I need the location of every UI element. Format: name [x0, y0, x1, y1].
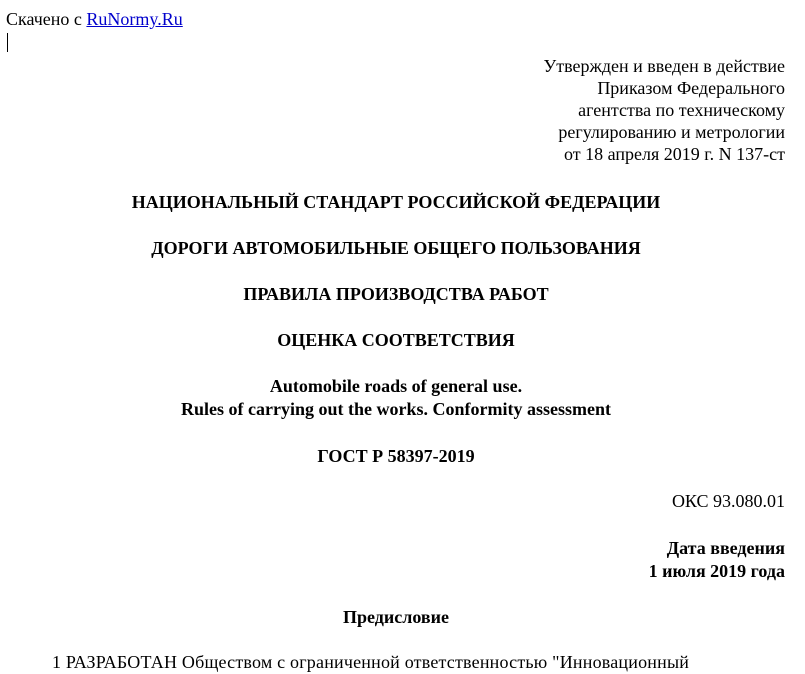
effective-date-label: Дата введения: [666, 538, 785, 558]
standard-code: ГОСТ Р 58397-2019: [317, 446, 475, 466]
approval-line: Приказом Федерального: [597, 78, 785, 98]
approval-line: регулированию и метрологии: [558, 122, 785, 142]
effective-date-value: 1 июля 2019 года: [648, 561, 785, 581]
download-source-line: [6, 8, 183, 30]
runormy-link[interactable]: RuNormy.Ru: [86, 9, 183, 29]
preface-heading: Предисловие: [343, 607, 449, 627]
document-title-rules: ПРАВИЛА ПРОИЗВОДСТВА РАБОТ: [243, 284, 549, 304]
approval-line: Утвержден и введен в действие: [543, 56, 785, 76]
approval-block: [543, 55, 785, 165]
document-title-roads: ДОРОГИ АВТОМОБИЛЬНЫЕ ОБЩЕГО ПОЛЬЗОВАНИЯ: [151, 238, 641, 258]
preface-paragraph-1: 1 РАЗРАБОТАН Обществом с ограниченной ответственностью "Инновационный: [52, 652, 690, 672]
text-cursor: [7, 33, 8, 52]
oks-code: ОКС 93.080.01: [671, 491, 785, 511]
document-title-conformity: ОЦЕНКА СООТВЕТСТВИЯ: [277, 330, 515, 350]
english-title-line-1: Automobile roads of general use.: [269, 376, 523, 396]
english-title-line-2: Rules of carrying out the works. Conformity assessment: [181, 399, 611, 419]
approval-line: агентства по техническому: [578, 100, 785, 120]
national-standard-heading: НАЦИОНАЛЬНЫЙ СТАНДАРТ РОССИЙСКОЙ ФЕДЕРАЦИИ: [131, 192, 661, 212]
download-prefix: Скачено с: [6, 9, 87, 29]
approval-line: от 18 апреля 2019 г. N 137-ст: [564, 144, 785, 164]
